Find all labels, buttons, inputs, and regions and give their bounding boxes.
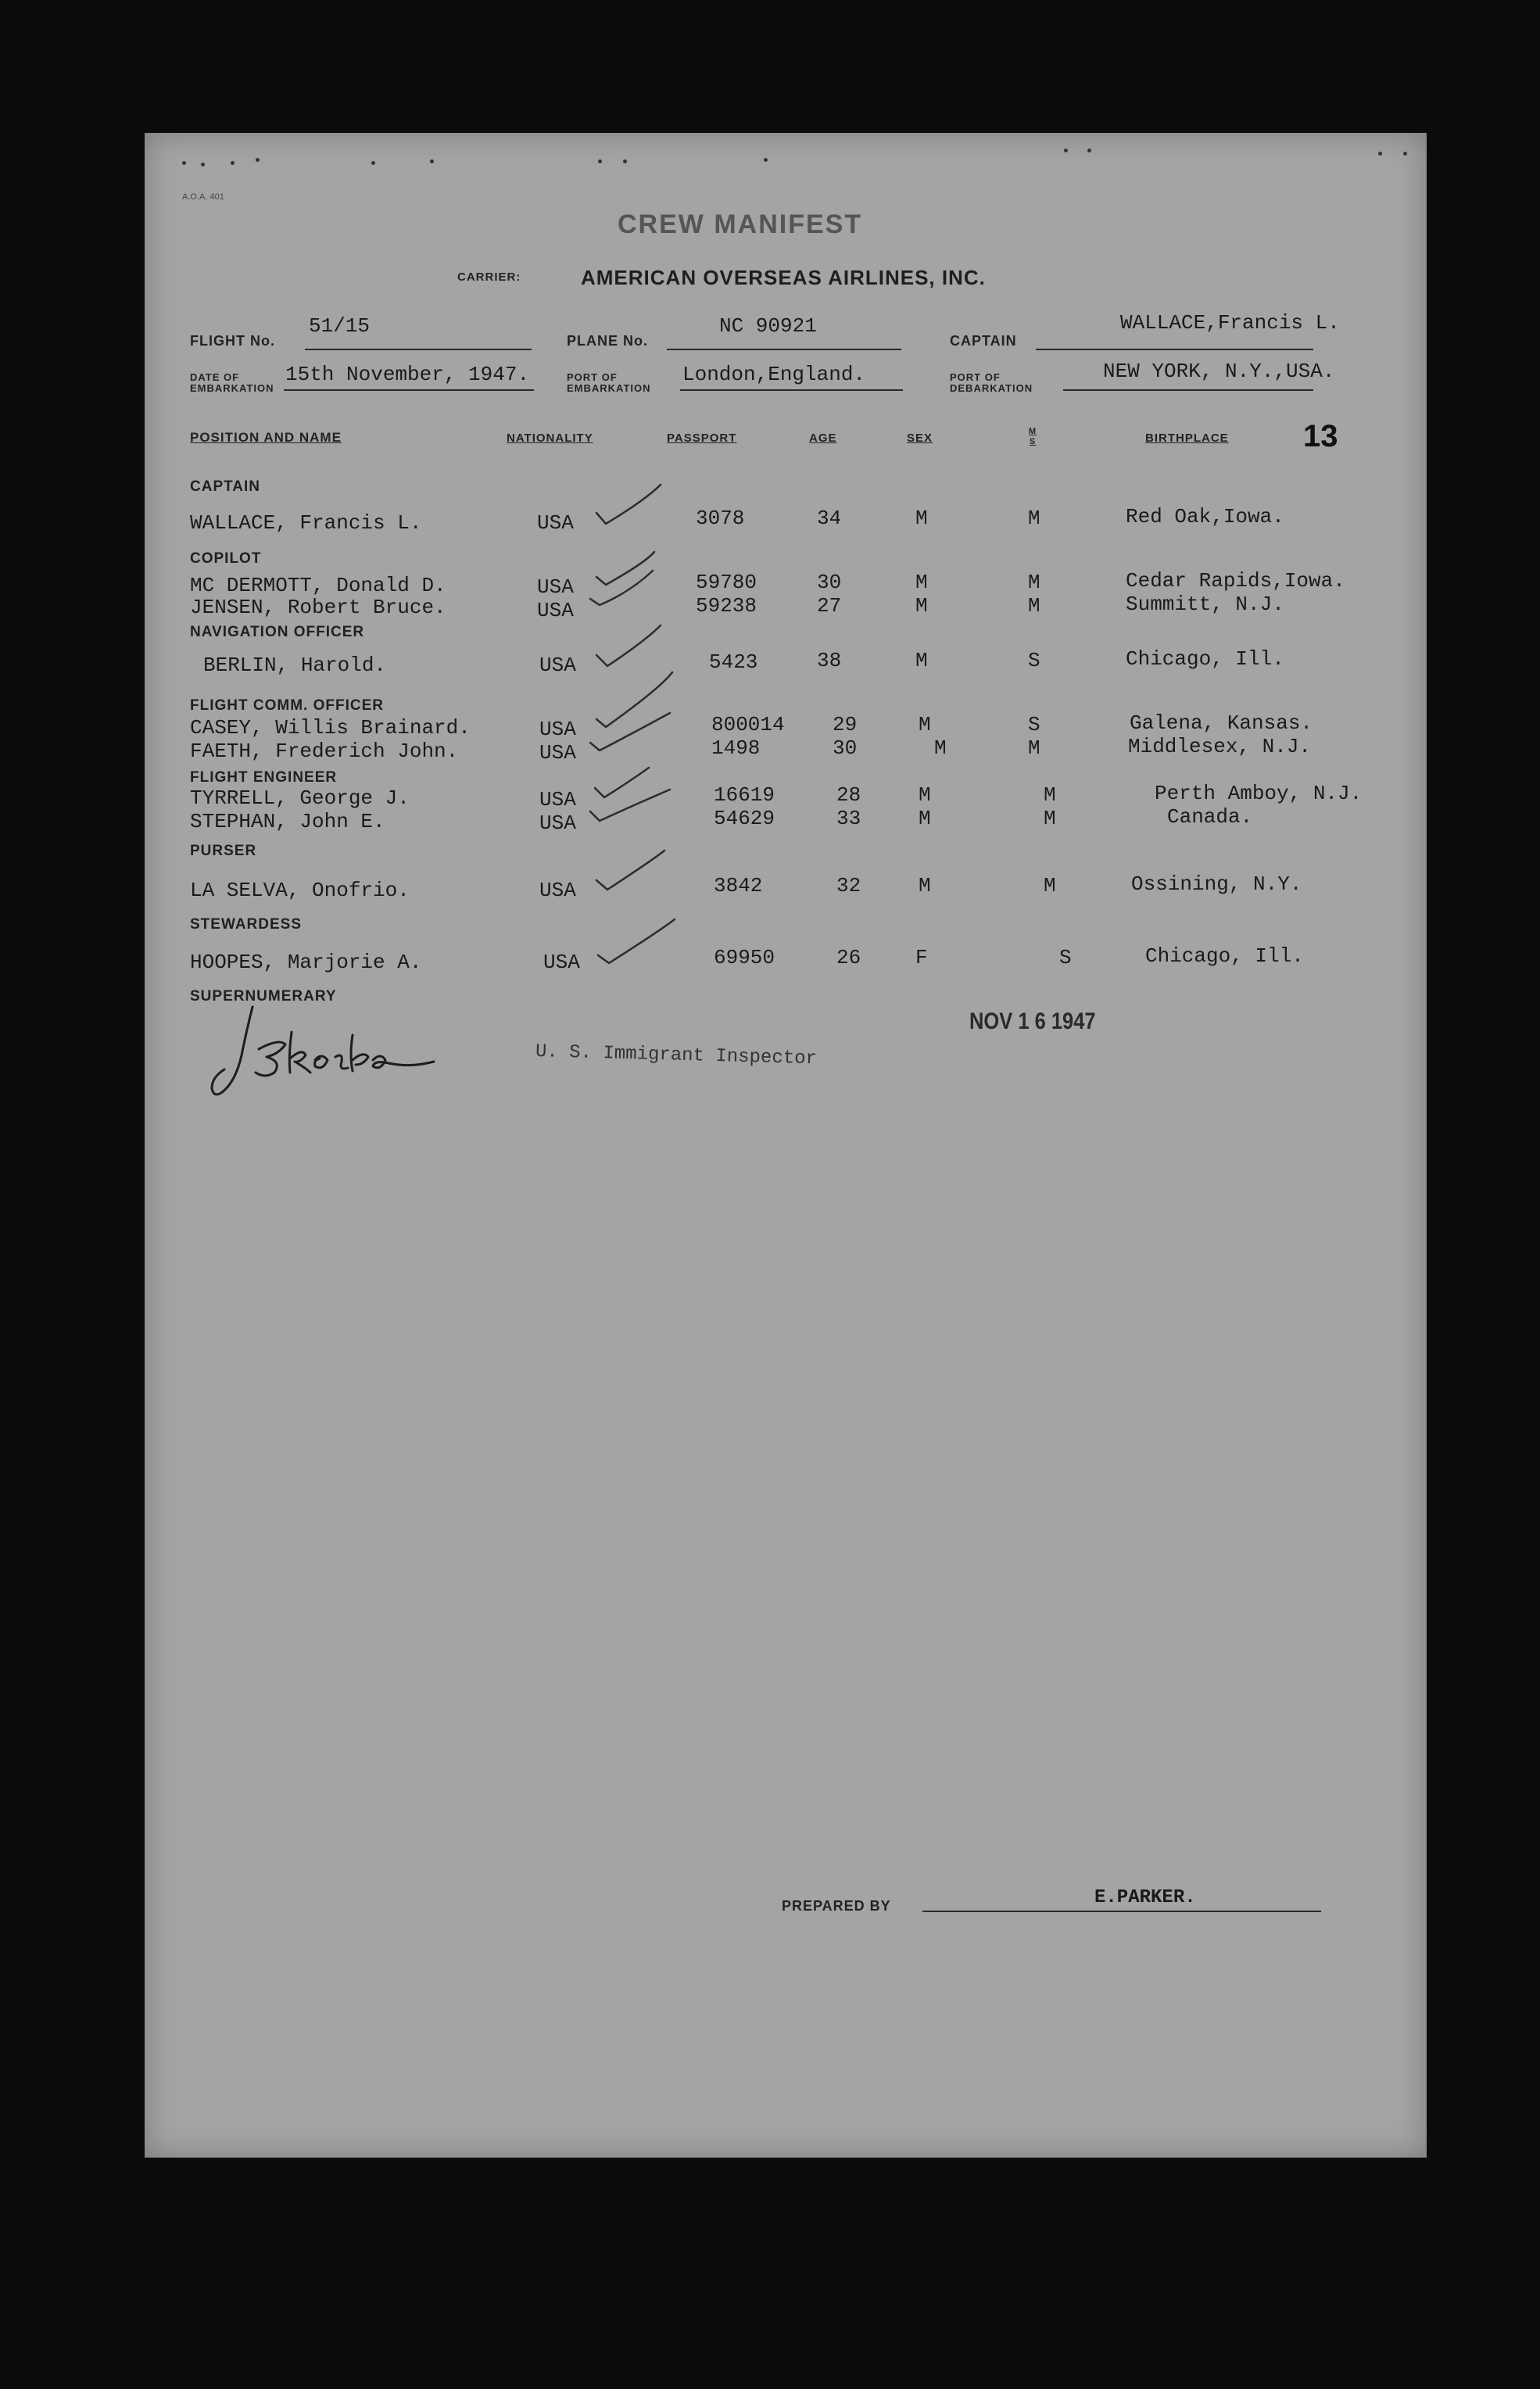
- captain-label: CAPTAIN: [950, 333, 1017, 349]
- page-title: CREW MANIFEST: [618, 210, 863, 239]
- crew-marital: S: [1028, 713, 1040, 736]
- crew-passport: 800014: [711, 713, 785, 736]
- crew-nationality: USA: [539, 788, 576, 811]
- form-code: A.O.A. 401: [182, 192, 224, 202]
- crew-name: FAETH, Frederich John.: [190, 740, 459, 763]
- captain-value: WALLACE,Francis L.: [1120, 311, 1340, 335]
- plane-value: NC 90921: [719, 314, 817, 338]
- crew-marital: S: [1059, 946, 1072, 969]
- crew-age: 29: [833, 713, 858, 736]
- section-captain: CAPTAIN: [190, 478, 261, 495]
- check-mark: [590, 713, 670, 750]
- embark-port-value: London,England.: [682, 363, 866, 386]
- crew-sex: M: [915, 507, 928, 530]
- crew-sex: M: [915, 594, 928, 618]
- section-purser: PURSER: [190, 843, 257, 859]
- crew-passport: 3078: [696, 507, 745, 530]
- check-mark: [596, 485, 661, 524]
- crew-nationality: USA: [537, 575, 574, 599]
- crew-birthplace: Chicago, Ill.: [1145, 944, 1304, 968]
- debark-port-label: PORT OF DEBARKATION: [950, 371, 1033, 394]
- crew-age: 30: [833, 736, 858, 760]
- crew-birthplace: Canada.: [1167, 805, 1253, 829]
- crew-birthplace: Galena, Kansas.: [1130, 711, 1313, 735]
- embark-port-label: PORT OF EMBARKATION: [567, 371, 651, 394]
- debark-port-value: NEW YORK, N.Y.,USA.: [1103, 360, 1335, 383]
- col-marital: M S: [1028, 427, 1037, 446]
- crew-sex: M: [934, 736, 947, 760]
- crew-marital: M: [1028, 571, 1040, 594]
- crew-name: CASEY, Willis Brainard.: [190, 716, 471, 740]
- crew-name: MC DERMOTT, Donald D.: [190, 574, 446, 597]
- crew-nationality: USA: [539, 879, 576, 902]
- embark-date-label: DATE OF EMBARKATION: [190, 371, 274, 394]
- section-supernumerary: SUPERNUMERARY: [190, 988, 337, 1005]
- crew-passport: 5423: [709, 650, 758, 674]
- crew-name: BERLIN, Harold.: [203, 654, 387, 677]
- crew-marital: M: [1028, 594, 1040, 618]
- prepared-by-value: E.PARKER.: [1094, 1887, 1196, 1908]
- check-mark: [598, 919, 675, 963]
- crew-sex: M: [919, 783, 931, 807]
- crew-marital: M: [1044, 874, 1056, 897]
- crew-sex: M: [915, 649, 928, 672]
- crew-marital: M: [1044, 807, 1056, 830]
- col-sex: SEX: [907, 432, 933, 445]
- flight-value: 51/15: [309, 314, 371, 338]
- prepared-by-label: PREPARED BY: [782, 1898, 891, 1914]
- flight-label: FLIGHT No.: [190, 333, 275, 349]
- crew-name: TYRRELL, George J.: [190, 786, 410, 810]
- crew-birthplace: Perth Amboy, N.J.: [1155, 782, 1363, 805]
- crew-nationality: USA: [539, 718, 576, 741]
- check-mark: [596, 625, 661, 666]
- crew-manifest-sheet: [145, 133, 1427, 2158]
- carrier-label: CARRIER:: [457, 270, 521, 284]
- crew-nationality: USA: [543, 951, 580, 974]
- crew-passport: 3842: [714, 874, 763, 897]
- crew-name: LA SELVA, Onofrio.: [190, 879, 410, 902]
- crew-age: 27: [817, 594, 842, 618]
- crew-sex: F: [915, 946, 928, 969]
- crew-passport: 16619: [714, 783, 775, 807]
- crew-name: STEPHAN, John E.: [190, 810, 385, 833]
- crew-age: 34: [817, 507, 842, 530]
- crew-marital: M: [1044, 783, 1056, 807]
- crew-birthplace: Red Oak,Iowa.: [1126, 505, 1284, 528]
- crew-passport: 59238: [696, 594, 757, 618]
- crew-sex: M: [915, 571, 928, 594]
- crew-passport: 1498: [711, 736, 761, 760]
- crew-nationality: USA: [539, 654, 576, 677]
- crew-name: HOOPES, Marjorie A.: [190, 951, 422, 974]
- crew-birthplace: Middlesex, N.J.: [1128, 735, 1312, 758]
- crew-birthplace: Chicago, Ill.: [1126, 647, 1284, 671]
- section-engineer: FLIGHT ENGINEER: [190, 769, 338, 786]
- crew-name: WALLACE, Francis L.: [190, 511, 422, 535]
- crew-birthplace: Summitt, N.J.: [1126, 593, 1284, 616]
- date-stamp: NOV 1 6 1947: [969, 1008, 1096, 1034]
- crew-passport: 59780: [696, 571, 757, 594]
- inspector-label: U. S. Immigrant Inspector: [535, 1041, 818, 1070]
- col-birthplace: BIRTHPLACE: [1145, 432, 1229, 445]
- page-number: 13: [1303, 419, 1338, 453]
- col-passport: PASSPORT: [667, 432, 737, 445]
- col-age: AGE: [809, 432, 837, 445]
- crew-birthplace: Ossining, N.Y.: [1131, 872, 1302, 896]
- crew-sex: M: [919, 713, 931, 736]
- crew-marital: S: [1028, 649, 1040, 672]
- inspector-signature: [207, 1001, 473, 1102]
- crew-name: JENSEN, Robert Bruce.: [190, 596, 446, 619]
- plane-label: PLANE No.: [567, 333, 649, 349]
- col-position-name: POSITION AND NAME: [190, 430, 342, 445]
- check-mark: [596, 851, 664, 890]
- crew-passport: 69950: [714, 946, 775, 969]
- section-navigation: NAVIGATION OFFICER: [190, 624, 365, 640]
- crew-nationality: USA: [539, 811, 576, 835]
- crew-age: 32: [836, 874, 861, 897]
- section-copilot: COPILOT: [190, 550, 262, 567]
- crew-birthplace: Cedar Rapids,Iowa.: [1126, 569, 1345, 593]
- check-mark: [596, 552, 654, 585]
- crew-age: 38: [817, 649, 842, 672]
- carrier-name: AMERICAN OVERSEAS AIRLINES, INC.: [581, 266, 986, 289]
- check-mark: [595, 768, 649, 797]
- crew-nationality: USA: [537, 511, 574, 535]
- col-nationality: NATIONALITY: [507, 432, 593, 445]
- crew-sex: M: [919, 807, 931, 830]
- section-stewardess: STEWARDESS: [190, 916, 303, 933]
- section-comm: FLIGHT COMM. OFFICER: [190, 697, 384, 714]
- embark-date-value: 15th November, 1947.: [285, 363, 530, 386]
- crew-nationality: USA: [539, 741, 576, 765]
- crew-age: 33: [836, 807, 861, 830]
- crew-marital: M: [1028, 507, 1040, 530]
- crew-age: 28: [836, 783, 861, 807]
- prepared-by-underline: [922, 1911, 1321, 1912]
- crew-age: 30: [817, 571, 842, 594]
- crew-passport: 54629: [714, 807, 775, 830]
- crew-marital: M: [1028, 736, 1040, 760]
- crew-age: 26: [836, 946, 861, 969]
- crew-sex: M: [919, 874, 931, 897]
- crew-nationality: USA: [537, 599, 574, 622]
- check-marks: [145, 133, 1427, 1071]
